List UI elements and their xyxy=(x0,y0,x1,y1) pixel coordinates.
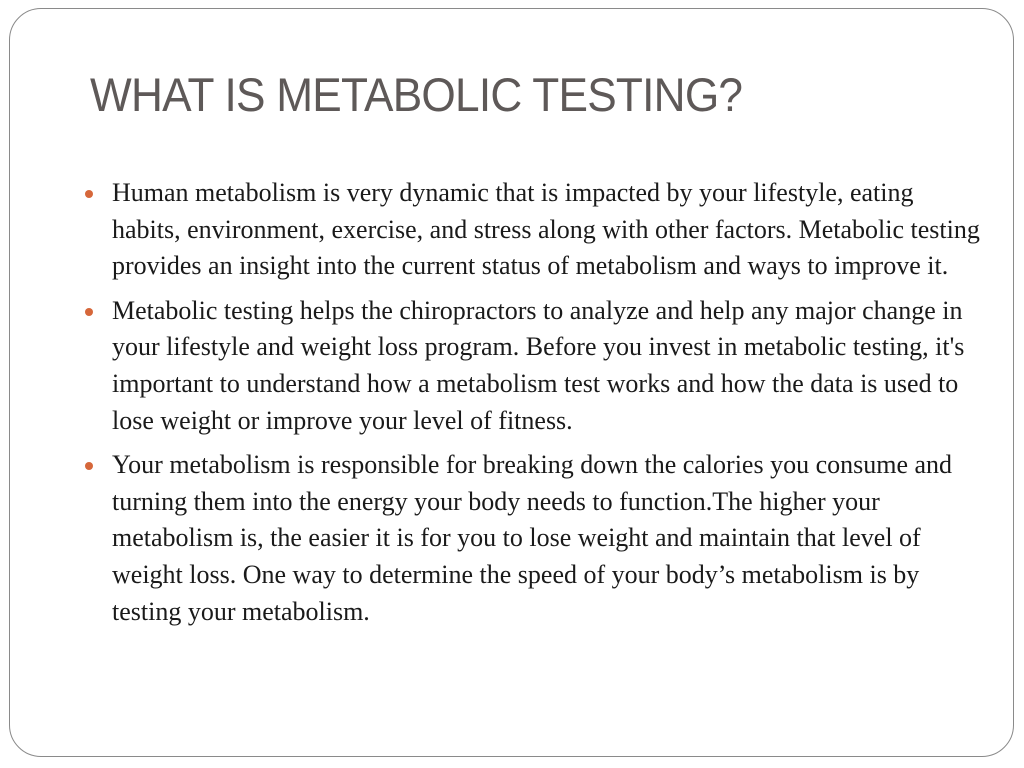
bullet-dot-icon xyxy=(85,308,93,316)
bullet-item xyxy=(85,175,980,285)
bullet-text: Your metabolism is responsible for breaking down the calories you consume and turning them into the energy your body needs to function.The higher your metabolism is, the easier it is for you to lose weight and maintain that level of weight loss. One way to determine the speed of your body’s metabolism is by testing your metabolism. xyxy=(112,450,953,626)
bullet-dot-icon xyxy=(85,462,93,470)
bullet-item xyxy=(85,293,980,439)
bullet-item xyxy=(85,447,980,630)
bullet-text: Human metabolism is very dynamic that is impacted by your lifestyle, eating habits, environment, exercise, and stress along with other factors. Metabolic testing provides an insight into the current status of metabolism and ways to improve it. xyxy=(112,178,980,281)
bullet-dot-icon xyxy=(85,190,93,198)
slide-title: WHAT IS METABOLIC TESTING? xyxy=(90,68,743,121)
slide-frame xyxy=(9,8,1014,757)
bullet-text: Metabolic testing helps the chiropractors to analyze and help any major change in your lifestyle and weight loss program. Before you invest in metabolic testing, it's important to understand how a metabolism test works and how the data is used to lose weight or improve your level of fitness. xyxy=(112,295,965,435)
bullet-list xyxy=(85,175,980,638)
